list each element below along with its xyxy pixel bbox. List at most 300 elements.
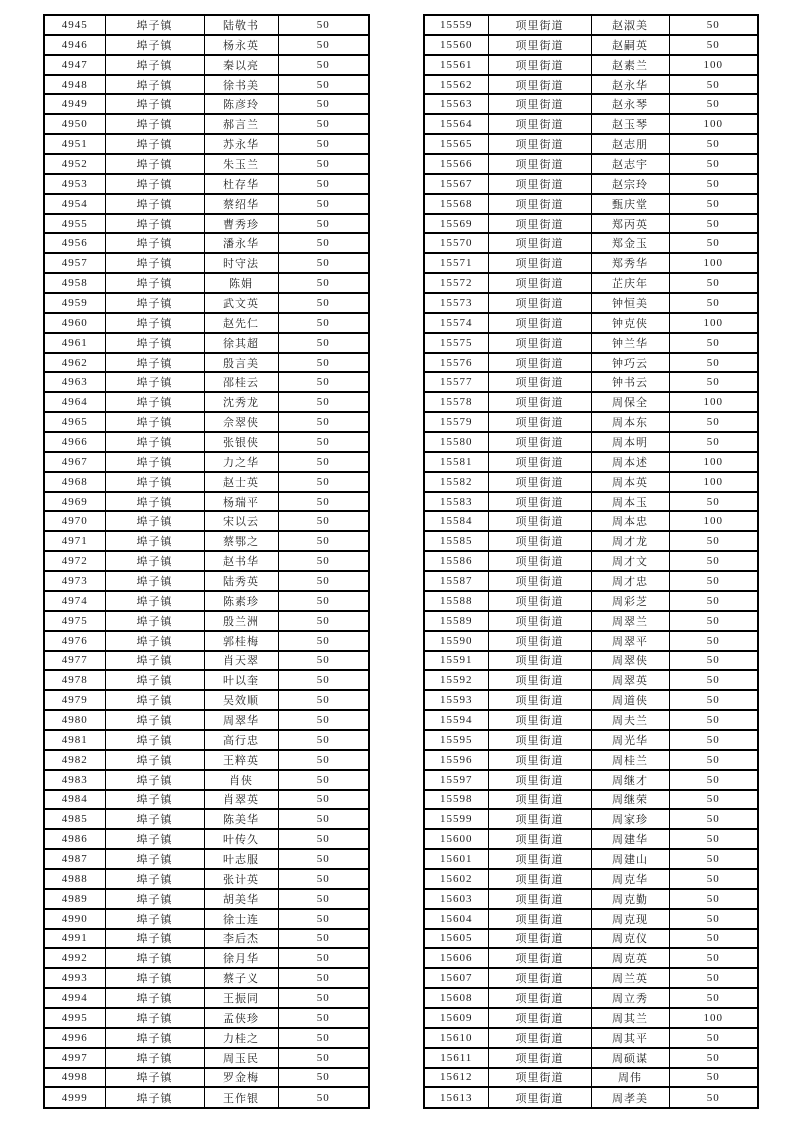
town-cell: 埠子镇 <box>105 233 204 253</box>
town-cell: 埠子镇 <box>105 591 204 611</box>
table-row <box>44 929 369 949</box>
serial-number-cell: 4976 <box>44 631 105 651</box>
town-cell: 埠子镇 <box>105 670 204 690</box>
town-cell: 埠子镇 <box>105 1048 204 1068</box>
person-name-cell: 杨永英 <box>204 35 278 55</box>
table-row <box>44 790 369 810</box>
table-row <box>424 353 758 373</box>
street-cell: 项里街道 <box>488 154 591 174</box>
table-row <box>44 770 369 790</box>
table-row <box>424 968 758 988</box>
amount-cell: 50 <box>278 909 369 929</box>
town-cell: 埠子镇 <box>105 849 204 869</box>
amount-cell: 50 <box>278 611 369 631</box>
person-name-cell: 邵桂云 <box>204 372 278 392</box>
person-name-cell: 周继才 <box>591 770 669 790</box>
person-name-cell: 周立秀 <box>591 988 669 1008</box>
amount-cell: 100 <box>669 253 758 273</box>
person-name-cell: 郑秀华 <box>591 253 669 273</box>
amount-cell: 50 <box>669 372 758 392</box>
street-cell: 项里街道 <box>488 293 591 313</box>
serial-number-cell: 15572 <box>424 273 488 293</box>
person-name-cell: 周伟 <box>591 1068 669 1088</box>
table-row <box>424 35 758 55</box>
street-cell: 项里街道 <box>488 1048 591 1068</box>
table-row <box>424 412 758 432</box>
table-row <box>424 452 758 472</box>
serial-number-cell: 4972 <box>44 551 105 571</box>
table-row <box>424 1028 758 1048</box>
person-name-cell: 李后杰 <box>204 929 278 949</box>
table-row <box>424 809 758 829</box>
amount-cell: 50 <box>278 929 369 949</box>
table-row <box>424 651 758 671</box>
amount-cell: 50 <box>278 214 369 234</box>
table-row <box>44 1008 369 1028</box>
serial-number-cell: 15604 <box>424 909 488 929</box>
street-cell: 项里街道 <box>488 1028 591 1048</box>
serial-number-cell: 15578 <box>424 392 488 412</box>
street-cell: 项里街道 <box>488 829 591 849</box>
table-row <box>44 531 369 551</box>
table-row <box>424 194 758 214</box>
person-name-cell: 吴效顺 <box>204 690 278 710</box>
person-name-cell: 陈素珍 <box>204 591 278 611</box>
serial-number-cell: 15599 <box>424 809 488 829</box>
street-cell: 项里街道 <box>488 492 591 512</box>
table-row <box>424 909 758 929</box>
town-cell: 埠子镇 <box>105 829 204 849</box>
amount-cell: 50 <box>278 194 369 214</box>
table-row <box>424 790 758 810</box>
serial-number-cell: 4999 <box>44 1087 105 1108</box>
serial-number-cell: 15563 <box>424 94 488 114</box>
serial-number-cell: 4948 <box>44 75 105 95</box>
person-name-cell: 张计英 <box>204 869 278 889</box>
serial-number-cell: 4958 <box>44 273 105 293</box>
amount-cell: 50 <box>278 233 369 253</box>
serial-number-cell: 15570 <box>424 233 488 253</box>
amount-cell: 50 <box>669 333 758 353</box>
amount-cell: 50 <box>669 829 758 849</box>
table-row <box>424 313 758 333</box>
serial-number-cell: 4945 <box>44 15 105 35</box>
serial-number-cell: 4963 <box>44 372 105 392</box>
amount-cell: 50 <box>669 1028 758 1048</box>
person-name-cell: 陆敬书 <box>204 15 278 35</box>
table-row <box>424 114 758 134</box>
street-cell: 项里街道 <box>488 35 591 55</box>
serial-number-cell: 15607 <box>424 968 488 988</box>
town-cell: 埠子镇 <box>105 869 204 889</box>
amount-cell: 50 <box>278 273 369 293</box>
table-row <box>44 35 369 55</box>
serial-number-cell: 15577 <box>424 372 488 392</box>
amount-cell: 50 <box>669 273 758 293</box>
amount-cell: 100 <box>669 55 758 75</box>
serial-number-cell: 4989 <box>44 889 105 909</box>
amount-cell: 100 <box>669 313 758 333</box>
amount-cell: 50 <box>278 690 369 710</box>
street-cell: 项里街道 <box>488 968 591 988</box>
table-row <box>424 869 758 889</box>
serial-number-cell: 4947 <box>44 55 105 75</box>
amount-cell: 50 <box>278 353 369 373</box>
person-name-cell: 王作银 <box>204 1087 278 1108</box>
street-cell: 项里街道 <box>488 591 591 611</box>
serial-number-cell: 4985 <box>44 809 105 829</box>
amount-cell: 50 <box>278 710 369 730</box>
serial-number-cell: 4981 <box>44 730 105 750</box>
table-row <box>44 194 369 214</box>
table-row <box>44 75 369 95</box>
serial-number-cell: 15579 <box>424 412 488 432</box>
serial-number-cell: 15581 <box>424 452 488 472</box>
serial-number-cell: 4980 <box>44 710 105 730</box>
table-row <box>44 492 369 512</box>
serial-number-cell: 4979 <box>44 690 105 710</box>
amount-cell: 50 <box>278 1048 369 1068</box>
person-name-cell: 王粹英 <box>204 750 278 770</box>
table-row <box>424 94 758 114</box>
person-name-cell: 赵志宇 <box>591 154 669 174</box>
street-cell: 项里街道 <box>488 432 591 452</box>
table-row <box>424 531 758 551</box>
street-cell: 项里街道 <box>488 94 591 114</box>
serial-number-cell: 15600 <box>424 829 488 849</box>
person-name-cell: 周克仪 <box>591 929 669 949</box>
table-row <box>424 670 758 690</box>
amount-cell: 50 <box>278 35 369 55</box>
table-row <box>424 849 758 869</box>
serial-number-cell: 15591 <box>424 651 488 671</box>
table-row <box>44 611 369 631</box>
street-cell: 项里街道 <box>488 114 591 134</box>
town-cell: 埠子镇 <box>105 392 204 412</box>
street-cell: 项里街道 <box>488 809 591 829</box>
person-name-cell: 郑金玉 <box>591 233 669 253</box>
amount-cell: 50 <box>669 849 758 869</box>
amount-cell: 50 <box>669 194 758 214</box>
table-row <box>424 75 758 95</box>
serial-number-cell: 15584 <box>424 511 488 531</box>
town-cell: 埠子镇 <box>105 968 204 988</box>
table-row <box>44 392 369 412</box>
table-row <box>44 551 369 571</box>
serial-number-cell: 15573 <box>424 293 488 313</box>
person-name-cell: 周建山 <box>591 849 669 869</box>
street-cell: 项里街道 <box>488 1008 591 1028</box>
table-row <box>424 611 758 631</box>
serial-number-cell: 4967 <box>44 452 105 472</box>
town-cell: 埠子镇 <box>105 353 204 373</box>
serial-number-cell: 15603 <box>424 889 488 909</box>
street-cell: 项里街道 <box>488 750 591 770</box>
serial-number-cell: 15562 <box>424 75 488 95</box>
serial-number-cell: 15597 <box>424 770 488 790</box>
town-cell: 埠子镇 <box>105 571 204 591</box>
serial-number-cell: 15608 <box>424 988 488 1008</box>
serial-number-cell: 15567 <box>424 174 488 194</box>
amount-cell: 50 <box>669 551 758 571</box>
table-row <box>44 849 369 869</box>
person-name-cell: 苏永华 <box>204 134 278 154</box>
person-name-cell: 赵宗玲 <box>591 174 669 194</box>
amount-cell: 50 <box>278 154 369 174</box>
serial-number-cell: 4991 <box>44 929 105 949</box>
table-row <box>44 1087 369 1108</box>
person-name-cell: 赵先仁 <box>204 313 278 333</box>
town-cell: 埠子镇 <box>105 432 204 452</box>
person-name-cell: 郑丙英 <box>591 214 669 234</box>
serial-number-cell: 15612 <box>424 1068 488 1088</box>
person-name-cell: 赵永琴 <box>591 94 669 114</box>
person-name-cell: 秦以亮 <box>204 55 278 75</box>
serial-number-cell: 4953 <box>44 174 105 194</box>
serial-number-cell: 4988 <box>44 869 105 889</box>
table-row <box>424 293 758 313</box>
serial-number-cell: 4975 <box>44 611 105 631</box>
amount-cell: 50 <box>278 651 369 671</box>
street-cell: 项里街道 <box>488 909 591 929</box>
person-name-cell: 周翠华 <box>204 710 278 730</box>
town-cell: 埠子镇 <box>105 690 204 710</box>
table-row <box>424 690 758 710</box>
table-row <box>44 134 369 154</box>
table-row <box>44 114 369 134</box>
serial-number-cell: 4974 <box>44 591 105 611</box>
street-cell: 项里街道 <box>488 730 591 750</box>
person-name-cell: 叶传久 <box>204 829 278 849</box>
table-row <box>44 313 369 333</box>
person-name-cell: 周才忠 <box>591 571 669 591</box>
serial-number-cell: 15586 <box>424 551 488 571</box>
person-name-cell: 周本东 <box>591 412 669 432</box>
town-cell: 埠子镇 <box>105 253 204 273</box>
street-cell: 项里街道 <box>488 869 591 889</box>
amount-cell: 50 <box>278 1008 369 1028</box>
serial-number-cell: 4968 <box>44 472 105 492</box>
table-row <box>44 968 369 988</box>
serial-number-cell: 15609 <box>424 1008 488 1028</box>
serial-number-cell: 4954 <box>44 194 105 214</box>
serial-number-cell: 15575 <box>424 333 488 353</box>
serial-number-cell: 4966 <box>44 432 105 452</box>
town-cell: 埠子镇 <box>105 651 204 671</box>
table-row <box>424 750 758 770</box>
street-cell: 项里街道 <box>488 651 591 671</box>
person-name-cell: 周翠平 <box>591 631 669 651</box>
person-name-cell: 周本述 <box>591 452 669 472</box>
amount-cell: 50 <box>278 948 369 968</box>
serial-number-cell: 4952 <box>44 154 105 174</box>
serial-number-cell: 15610 <box>424 1028 488 1048</box>
street-cell: 项里街道 <box>488 511 591 531</box>
amount-cell: 50 <box>278 94 369 114</box>
person-name-cell: 周桂兰 <box>591 750 669 770</box>
table-row <box>424 472 758 492</box>
table-row <box>424 214 758 234</box>
person-name-cell: 周克华 <box>591 869 669 889</box>
amount-cell: 50 <box>278 55 369 75</box>
amount-cell: 50 <box>669 631 758 651</box>
street-cell: 项里街道 <box>488 214 591 234</box>
serial-number-cell: 4998 <box>44 1068 105 1088</box>
table-row <box>44 730 369 750</box>
person-name-cell: 钟兰华 <box>591 333 669 353</box>
person-name-cell: 陈娟 <box>204 273 278 293</box>
table-row <box>424 591 758 611</box>
person-name-cell: 徐士连 <box>204 909 278 929</box>
table-row <box>44 889 369 909</box>
town-cell: 埠子镇 <box>105 35 204 55</box>
table-row <box>44 948 369 968</box>
street-cell: 项里街道 <box>488 194 591 214</box>
serial-number-cell: 4959 <box>44 293 105 313</box>
person-name-cell: 徐月华 <box>204 948 278 968</box>
person-name-cell: 陈美华 <box>204 809 278 829</box>
street-cell: 项里街道 <box>488 849 591 869</box>
amount-cell: 50 <box>278 889 369 909</box>
amount-cell: 50 <box>669 154 758 174</box>
town-cell: 埠子镇 <box>105 55 204 75</box>
serial-number-cell: 4990 <box>44 909 105 929</box>
amount-cell: 50 <box>669 15 758 35</box>
table-row <box>424 1087 758 1108</box>
street-cell: 项里街道 <box>488 392 591 412</box>
person-name-cell: 周翠侠 <box>591 651 669 671</box>
person-name-cell: 赵志朋 <box>591 134 669 154</box>
serial-number-cell: 15589 <box>424 611 488 631</box>
person-name-cell: 周本忠 <box>591 511 669 531</box>
amount-cell: 50 <box>278 809 369 829</box>
person-name-cell: 郝言兰 <box>204 114 278 134</box>
amount-cell: 50 <box>278 571 369 591</box>
table-row <box>424 929 758 949</box>
table-row <box>44 631 369 651</box>
table-row <box>44 909 369 929</box>
person-name-cell: 周翠英 <box>591 670 669 690</box>
serial-number-cell: 15602 <box>424 869 488 889</box>
person-name-cell: 陈彦玲 <box>204 94 278 114</box>
town-cell: 埠子镇 <box>105 1028 204 1048</box>
serial-number-cell: 15601 <box>424 849 488 869</box>
serial-number-cell: 15561 <box>424 55 488 75</box>
serial-number-cell: 15568 <box>424 194 488 214</box>
table-row <box>44 710 369 730</box>
table-row <box>44 333 369 353</box>
serial-number-cell: 4962 <box>44 353 105 373</box>
town-cell: 埠子镇 <box>105 15 204 35</box>
table-row <box>424 273 758 293</box>
table-row <box>44 1028 369 1048</box>
serial-number-cell: 4992 <box>44 948 105 968</box>
serial-number-cell: 4965 <box>44 412 105 432</box>
amount-cell: 50 <box>278 114 369 134</box>
amount-cell: 50 <box>669 611 758 631</box>
person-name-cell: 周本明 <box>591 432 669 452</box>
town-cell: 埠子镇 <box>105 472 204 492</box>
amount-cell: 50 <box>278 730 369 750</box>
table-row <box>44 233 369 253</box>
amount-cell: 50 <box>278 174 369 194</box>
town-cell: 埠子镇 <box>105 948 204 968</box>
person-name-cell: 周彩芝 <box>591 591 669 611</box>
serial-number-cell: 15565 <box>424 134 488 154</box>
person-name-cell: 蔡绍华 <box>204 194 278 214</box>
person-name-cell: 罗金梅 <box>204 1068 278 1088</box>
person-name-cell: 周翠兰 <box>591 611 669 631</box>
street-cell: 项里街道 <box>488 948 591 968</box>
town-cell: 埠子镇 <box>105 313 204 333</box>
table-row <box>44 353 369 373</box>
person-name-cell: 周玉民 <box>204 1048 278 1068</box>
street-cell: 项里街道 <box>488 472 591 492</box>
table-row <box>424 551 758 571</box>
table-row <box>424 134 758 154</box>
amount-cell: 50 <box>278 770 369 790</box>
table-row <box>44 472 369 492</box>
table-row <box>424 55 758 75</box>
serial-number-cell: 15596 <box>424 750 488 770</box>
table-row <box>44 452 369 472</box>
amount-cell: 50 <box>278 372 369 392</box>
table-row <box>424 15 758 35</box>
serial-number-cell: 15580 <box>424 432 488 452</box>
serial-number-cell: 15605 <box>424 929 488 949</box>
serial-number-cell: 15611 <box>424 1048 488 1068</box>
person-name-cell: 周孝美 <box>591 1087 669 1108</box>
street-cell: 项里街道 <box>488 1068 591 1088</box>
amount-cell: 50 <box>278 452 369 472</box>
amount-cell: 50 <box>669 94 758 114</box>
person-name-cell: 芷庆年 <box>591 273 669 293</box>
street-cell: 项里街道 <box>488 174 591 194</box>
serial-number-cell: 4957 <box>44 253 105 273</box>
town-cell: 埠子镇 <box>105 809 204 829</box>
table-row <box>424 631 758 651</box>
amount-cell: 50 <box>278 15 369 35</box>
street-cell: 项里街道 <box>488 353 591 373</box>
table-row <box>424 253 758 273</box>
table-row <box>44 670 369 690</box>
amount-cell: 100 <box>669 114 758 134</box>
table-row <box>424 174 758 194</box>
amount-cell: 50 <box>669 730 758 750</box>
town-cell: 埠子镇 <box>105 1068 204 1088</box>
table-row <box>44 750 369 770</box>
serial-number-cell: 4993 <box>44 968 105 988</box>
table-row <box>424 492 758 512</box>
serial-number-cell: 15571 <box>424 253 488 273</box>
amount-cell: 50 <box>278 511 369 531</box>
person-name-cell: 蔡子义 <box>204 968 278 988</box>
amount-cell: 50 <box>278 253 369 273</box>
serial-number-cell: 15569 <box>424 214 488 234</box>
amount-cell: 50 <box>278 829 369 849</box>
serial-number-cell: 15559 <box>424 15 488 35</box>
table-row <box>424 1048 758 1068</box>
table-row <box>44 651 369 671</box>
table-row <box>424 511 758 531</box>
person-name-cell: 曹秀珍 <box>204 214 278 234</box>
street-cell: 项里街道 <box>488 313 591 333</box>
amount-cell: 50 <box>669 1087 758 1108</box>
table-row <box>44 809 369 829</box>
person-name-cell: 郭桂梅 <box>204 631 278 651</box>
person-name-cell: 叶志服 <box>204 849 278 869</box>
person-name-cell: 周本英 <box>591 472 669 492</box>
